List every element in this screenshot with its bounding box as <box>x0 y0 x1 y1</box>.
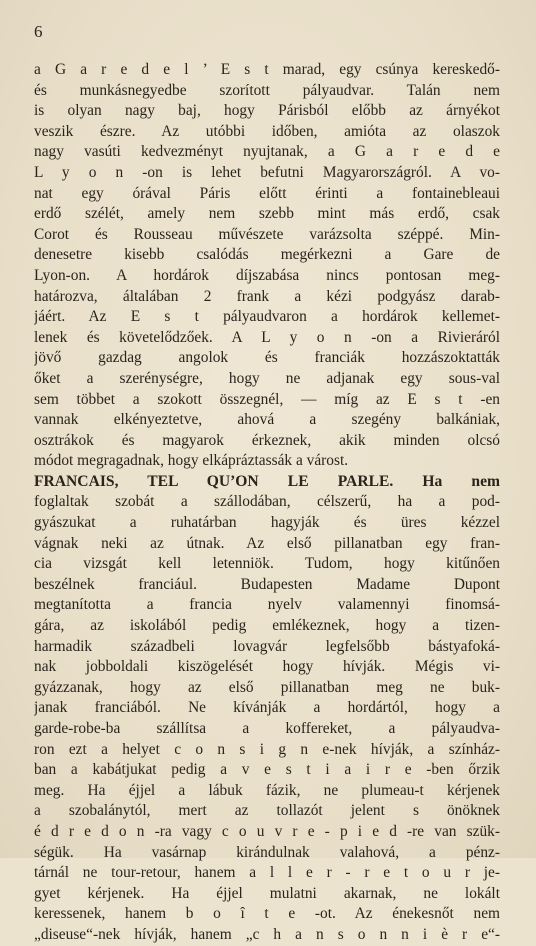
text-line: lenek és követelődzőek. A L y o n -on a Rivieráról <box>34 328 500 346</box>
text-line: garde-robe-ba szállítsa a koffereket, a pályaudva- <box>34 720 500 737</box>
page-number: 6 <box>34 22 43 41</box>
text-line: „diseuse“-nek hívják, hanem „c h a n s o n n i è r e“- <box>34 925 500 943</box>
text-line: nak jobboldali kiszögelését hogy hívják. Mégis vi- <box>34 658 500 676</box>
text-line: beszélnek franciául. Budapesten Madame Dupont <box>34 575 500 593</box>
text-line: gyászukat a ruhatárban hagyják és üres kézzel <box>34 514 500 532</box>
text-line: janak franciából. Ne kívánják a hordártól, hogy a <box>34 699 500 717</box>
section-heading-line: FRANCAIS, TEL QU’ON LE PARLE. Ha nem <box>34 472 500 490</box>
text-line: nagy vasúti kedvezményt nyujtanak, a G a r e d e <box>34 143 500 161</box>
body-text <box>34 60 500 946</box>
text-line: is olyan nagy baj, hogy Párisból előbb az árnyékot <box>34 102 500 120</box>
text-line: a G a r e d e l ’ E s t marad, egy csúnya kereskedő- <box>34 61 500 78</box>
text-line: jáért. Az E s t pályaudvaron a hordárok kellemet- <box>34 308 500 326</box>
text-line: é d r e d o n -ra vagy c o u v r e - p i e d -re van szük- <box>34 822 500 840</box>
text-line: ban a kabátjukat pedig a v e s t i a i r e -ben őrzik <box>34 761 500 779</box>
text-line: tárnál ne tour-retour, hanem a l l e r - r e t o u r je- <box>34 864 500 882</box>
text-line: vágnak neki az útnak. Az első pillanatban egy fran- <box>34 534 500 552</box>
text-line: vannak elkényeztetve, ahová a szegény balkániak, <box>34 411 500 429</box>
text-line: keressenek, hanem b o î t e -ot. Az énekesnőt nem <box>34 905 500 923</box>
text-line: Lyon-on. A hordárok díjszabása nincs pontosan meg- <box>34 266 500 284</box>
text-line: meg. Ha éjjel a lábuk fázik, ne plumeau-t kérjenek <box>34 781 500 799</box>
text-line: jövő gazdag angolok és franciák hozzászoktatták <box>34 349 500 367</box>
text-line: határozva, általában 2 frank a kézi podgyász darab- <box>34 287 500 305</box>
text-line: L y o n -on is lehet befutni Magyarországról. A vo- <box>34 163 500 181</box>
text-line: sem többet a szokott összegnél, — míg az E s t -en <box>34 390 500 408</box>
text-line: módot megragadnak, hogy elkápráztassák a várost. <box>34 452 349 470</box>
text-line: megtanította a francia nyelv valamennyi finomsá- <box>34 596 500 614</box>
text-line: és munkásnegyedbe szorított pályaudvar. Talán nem <box>34 81 500 99</box>
text-line: gára, az iskolából pedig emlékeznek, hogy a tizen- <box>34 617 500 635</box>
text-line: cia vizsgát kell letenniök. Tudom, hogy kitűnően <box>34 555 500 573</box>
text-line: ron ezt a helyet c o n s i g n e-nek hívják, a színház- <box>34 740 500 758</box>
text-line: Corot és Rousseau művészete varázsolta széppé. Min- <box>34 225 500 243</box>
text-line: gyet kérjenek. Ha éjjel mulatni akarnak, ne lokált <box>34 884 500 902</box>
text-line: foglaltak szobát a szállodában, célszerű, ha a pod- <box>34 493 500 511</box>
text-line: ségük. Ha vasárnap kirándulnak valahová, a pénz- <box>34 843 500 861</box>
text-line: nat egy órával Páris előtt érinti a fontainebleaui <box>34 184 500 202</box>
text-line: denesetre kisebb csalódás megérkezni a Gare de <box>34 246 500 264</box>
text-line: a szobalánytól, mert az tollazót jelent s önöknek <box>34 802 500 820</box>
text-line: őket a szerénységre, hogy ne adjanak egy sous-val <box>34 369 500 387</box>
text-line: osztrákok és magyarok érkeznek, akik minden olcsó <box>34 431 500 449</box>
text-line: erdő szélét, amely nem szebb mint más erdő, csak <box>34 205 500 223</box>
text-line: gyázzanak, hogy az első pillanatban meg ne buk- <box>34 678 500 696</box>
text-line: veszik észre. Az utóbbi időben, amióta az olaszok <box>34 122 500 140</box>
text-line: harmadik századbeli lovagvár legfelsőbb bástyafoká- <box>34 637 500 655</box>
